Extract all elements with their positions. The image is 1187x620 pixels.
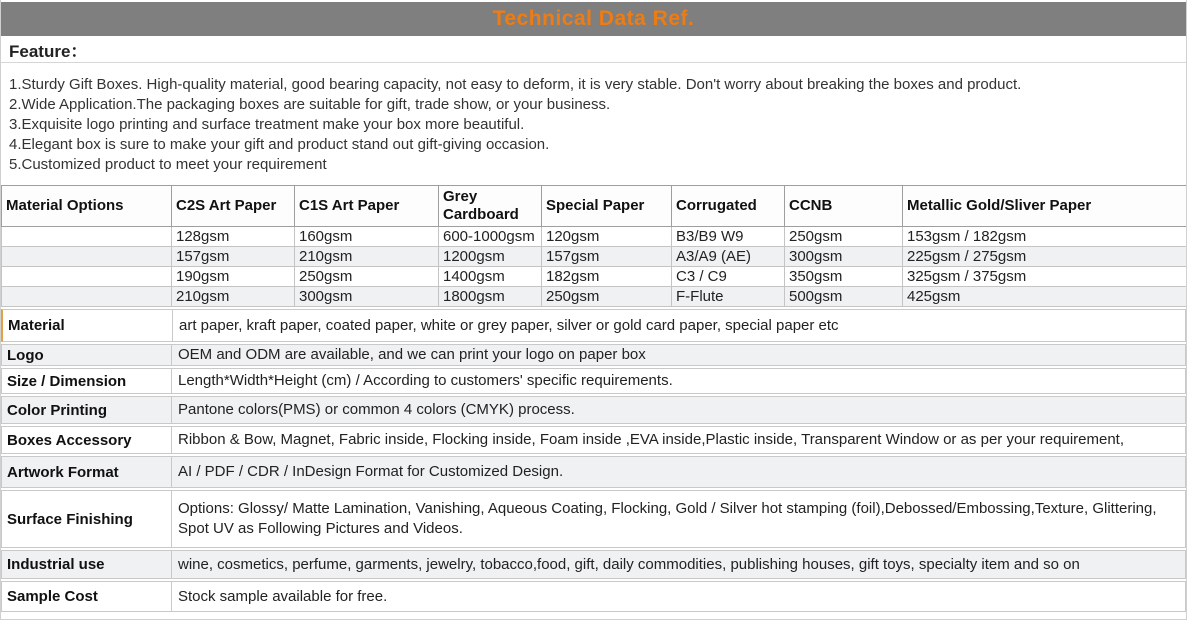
spec-cell: 190gsm <box>172 267 295 287</box>
spec-cell: 153gsm / 182gsm <box>903 227 1187 247</box>
spec-cell: 325gsm / 375gsm <box>903 267 1187 287</box>
detail-value: AI / PDF / CDR / InDesign Format for Customized Design. <box>178 463 564 480</box>
spec-cell: 128gsm <box>172 227 295 247</box>
detail-row <box>1 550 1186 579</box>
detail-value: Ribbon & Bow, Magnet, Fabric inside, Flocking inside, Foam inside ,EVA inside,Plastic inside, Transparent Window or as per your requirement, <box>178 431 1125 448</box>
detail-label: Logo <box>2 345 172 365</box>
spec-cell: 210gsm <box>295 247 439 267</box>
detail-value: wine, cosmetics, perfume, garments, jewelry, tobacco,food, gift, daily commodities, publishing houses, gift toys, specialty item and so on <box>178 555 1080 573</box>
feature-item: 5.Customized product to meet your requirement <box>9 156 327 173</box>
feature-item: 4.Elegant box is sure to make your gift and product stand out gift-giving occasion. <box>9 136 550 153</box>
detail-value: OEM and ODM are available, and we can print your logo on paper box <box>178 346 646 363</box>
spec-col-header: C1S Art Paper <box>295 186 439 227</box>
spec-cell: A3/A9 (AE) <box>672 247 785 267</box>
spec-col-header: C2S Art Paper <box>172 186 295 227</box>
detail-row <box>1 368 1186 394</box>
spec-cell <box>2 247 172 267</box>
spec-cell: 250gsm <box>542 287 672 307</box>
spec-cell: 425gsm <box>903 287 1187 307</box>
detail-label: Size / Dimension <box>2 369 172 393</box>
detail-label: Material <box>3 310 173 341</box>
spec-cell: 1800gsm <box>439 287 542 307</box>
spec-cell: 500gsm <box>785 287 903 307</box>
detail-row <box>1 344 1186 366</box>
spec-cell: F-Flute <box>672 287 785 307</box>
spec-cell: 250gsm <box>785 227 903 247</box>
spec-col-header: Special Paper <box>542 186 672 227</box>
spec-cell: 120gsm <box>542 227 672 247</box>
detail-label: Boxes Accessory <box>2 427 172 453</box>
page-title: Technical Data Ref. <box>492 7 695 30</box>
spec-cell: 160gsm <box>295 227 439 247</box>
spec-cell: 225gsm / 275gsm <box>903 247 1187 267</box>
spec-cell: 250gsm <box>295 267 439 287</box>
spec-header-row <box>2 186 1187 227</box>
spec-row <box>2 287 1187 307</box>
spec-cell: 157gsm <box>542 247 672 267</box>
detail-value: Options: Glossy/ Matte Lamination, Vanishing, Aqueous Coating, Flocking, Gold / Silver hot stamping (foil),Debossed/Embossing,Texture, Glittering, Spot UV as Following Pictures and Videos. <box>178 500 1157 537</box>
feature-list <box>1 63 1186 183</box>
detail-row <box>1 426 1186 454</box>
detail-label: Sample Cost <box>2 582 172 611</box>
details-section <box>1 309 1186 612</box>
detail-row <box>1 490 1186 548</box>
detail-value: art paper, kraft paper, coated paper, white or grey paper, silver or gold card paper, special paper etc <box>179 316 839 334</box>
spec-cell: B3/B9 W9 <box>672 227 785 247</box>
spec-cell: 1200gsm <box>439 247 542 267</box>
spec-cell: 300gsm <box>785 247 903 267</box>
spec-col-header: Material Options <box>2 186 172 227</box>
spec-row <box>2 267 1187 287</box>
feature-heading: Feature： <box>1 36 1186 63</box>
detail-row <box>1 309 1186 342</box>
spec-cell: 600-1000gsm <box>439 227 542 247</box>
spec-cell: 157gsm <box>172 247 295 267</box>
spec-table <box>1 185 1187 307</box>
spec-cell <box>2 267 172 287</box>
detail-value: Stock sample available for free. <box>178 587 388 605</box>
spec-cell <box>2 287 172 307</box>
spec-cell <box>2 227 172 247</box>
spec-cell: 210gsm <box>172 287 295 307</box>
detail-row <box>1 396 1186 424</box>
spec-cell: 182gsm <box>542 267 672 287</box>
detail-label: Industrial use <box>2 551 172 578</box>
spec-col-header: Grey Cardboard <box>439 186 542 227</box>
spec-row <box>2 227 1187 247</box>
spec-col-header: Metallic Gold/Sliver Paper <box>903 186 1187 227</box>
detail-value: Pantone colors(PMS) or common 4 colors (CMYK) process. <box>178 401 575 418</box>
detail-row <box>1 456 1186 488</box>
spec-col-header: CCNB <box>785 186 903 227</box>
detail-label: Artwork Format <box>2 457 172 487</box>
detail-row <box>1 581 1186 612</box>
feature-item: 3.Exquisite logo printing and surface treatment make your box more beautiful. <box>9 116 525 133</box>
feature-item: 2.Wide Application.The packaging boxes are suitable for gift, trade show, or your business. <box>9 96 611 113</box>
spec-col-header: Corrugated <box>672 186 785 227</box>
spec-cell: 350gsm <box>785 267 903 287</box>
feature-item: 1.Sturdy Gift Boxes. High-quality material, good bearing capacity, not easy to deform, it is very stable. Don't worry about breaking the boxes and product. <box>9 76 1022 93</box>
spec-row <box>2 247 1187 267</box>
title-bar <box>1 2 1186 36</box>
detail-value: Length*Width*Height (cm) / According to customers' specific requirements. <box>178 372 673 389</box>
spec-cell: 300gsm <box>295 287 439 307</box>
detail-label: Surface Finishing <box>2 491 172 547</box>
detail-label: Color Printing <box>2 397 172 423</box>
spec-cell: 1400gsm <box>439 267 542 287</box>
spec-cell: C3 / C9 <box>672 267 785 287</box>
